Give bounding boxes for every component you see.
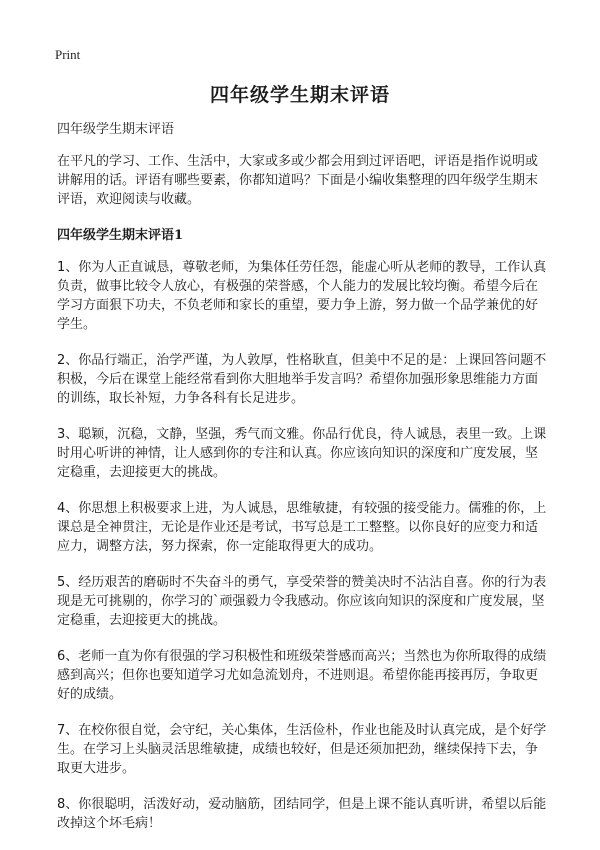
page-title: 四年级学生期末评语 — [209, 84, 390, 106]
comment-paragraph-2: 2、你品行端正，治学严谨，为人敦厚，性格耿直，但美中不足的是：上课回答问题不积极，今后在课堂上能经常看到你大胆地举手发言吗？希望你加强形象思维能力方面的训练，取长补短，力争各科有长足进步。 — [57, 353, 547, 406]
comment-paragraph-4: 4、你思想上积极要求上进，为人诚恳，思维敏捷，有较强的接受能力。儒雅的你，上课总是全神贯注，无论是作业还是考试，书写总是工工整整。以你良好的应变力和适应力，调整方法，努力探索，你一定能取得更大的成功。 — [57, 501, 547, 554]
comment-paragraph-5: 5、经历艰苦的磨砺时不失奋斗的勇气，享受荣誉的赞美决时不沾沾自喜。你的行为表现是无可挑剔的，你学习的`顽强毅力令我感动。你应该向知识的深度和广度发展，坚定稳重，去迎接更大的挑战。 — [57, 575, 547, 628]
comment-paragraph-7: 7、在校你很自觉，会守纪，关心集体，生活俭朴，作业也能及时认真完成，是个好学生。在学习上头脑灵活思维敏捷，成绩也较好，但是还须加把劲，继续保持下去，争取更大进步。 — [57, 723, 547, 776]
comment-paragraph-6: 6、老师一直为你有很强的学习积极性和班级荣誉感而高兴；当然也为你所取得的成绩感到高兴；但你也要知道学习尤如急流划舟，不进则退。希望你能再接再厉，争取更好的成绩。 — [57, 649, 547, 702]
comment-paragraph-1: 1、你为人正直诚恳，尊敬老师，为集体任劳任怨，能虚心听从老师的教导，工作认真负责，做事比较令人放心，有极强的荣誉感，个人能力的发展比较均衡。希望今后在学习方面狠下功夫，不负老师和家长的重望，要力争上游，努力做一个品学兼优的好学生。 — [57, 260, 547, 332]
print-link[interactable]: Print — [55, 47, 81, 62]
subtitle: 四年级学生期末评语 — [57, 122, 175, 137]
section-heading: 四年级学生期末评语1 — [57, 228, 184, 243]
intro-paragraph: 在平凡的学习、工作、生活中，大家或多或少都会用到过评语吧，评语是指作说明或讲解用的话。评语有哪些要素，你都知道吗？下面是小编收集整理的四年级学生期末评语，欢迎阅读与收藏。 — [57, 154, 539, 207]
comment-paragraph-3: 3、聪颖，沉稳，文静，坚强，秀气而文雅。你品行优良，待人诚恳，表里一致。上课时用心听讲的神情，让人感到你的专注和认真。你应该向知识的深度和广度发展，坚定稳重，去迎接更大的挑战。 — [57, 427, 547, 480]
comment-paragraph-8: 8、你很聪明，活泼好动，爱动脑筋，团结同学，但是上课不能认真听讲，希望以后能改掉这个坏毛病！ — [57, 797, 547, 831]
document-body — [57, 120, 547, 850]
